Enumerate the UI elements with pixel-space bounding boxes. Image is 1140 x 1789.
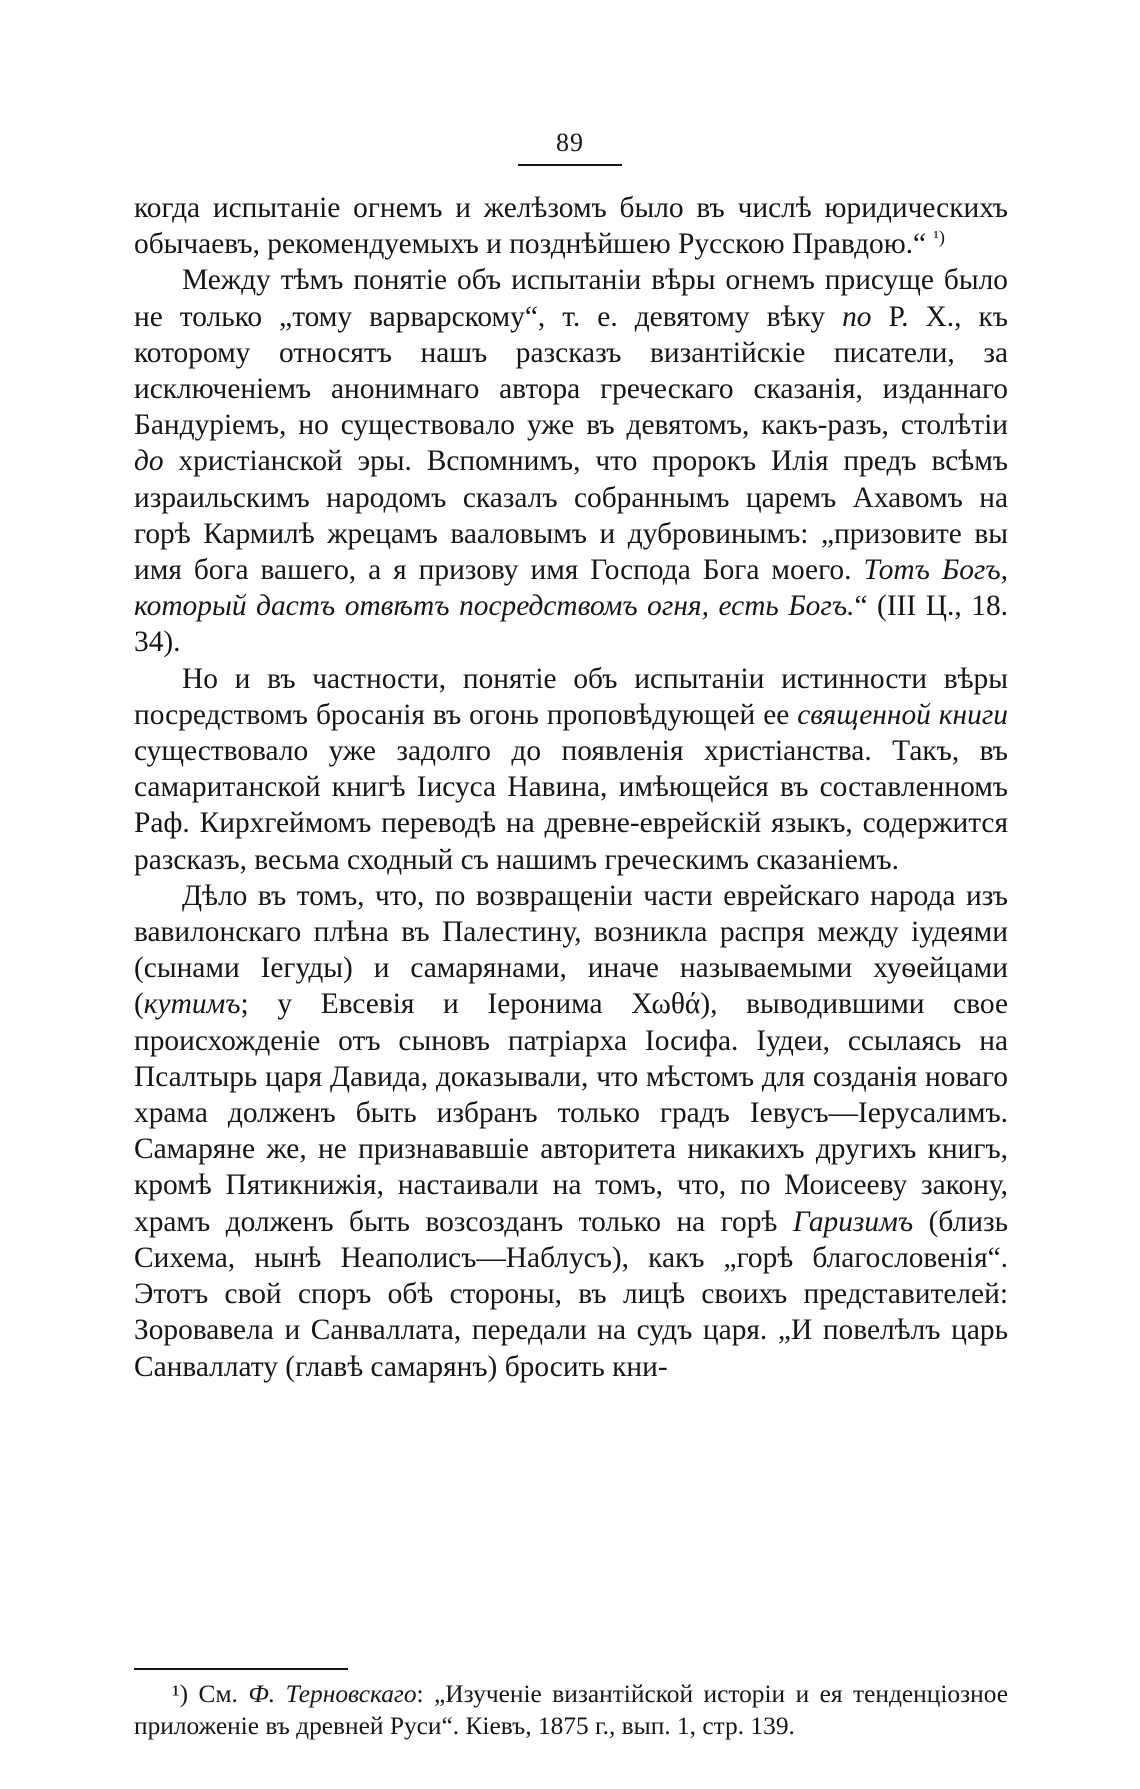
paragraph-4-text-e: (близь Сихема, нынѣ Неаполисъ—Наблусъ), какъ „горѣ благословенія“. Этотъ свой споръ обѣ стороны, въ лицѣ своихъ представителей: Зоровавела и Санваллата, передали на судъ царя. „И повелѣлъ царь Санваллату (главѣ самарянъ) бросить кни- — [134, 1205, 1009, 1383]
footnote-mark: ¹) — [172, 1680, 189, 1708]
footnote-text — [134, 1678, 1008, 1742]
paragraph-2-text-e: христіанской эры. Вспомнимъ, что пророкъ Илія предъ всѣмъ израильскимъ народомъ сказалъ собраннымъ царемъ Ахавомъ на горѣ Кармилѣ жрецамъ вааловымъ и дубровинымъ: „призовите вы имя бога вашего, а я призову имя Господа Бога моего. — [134, 445, 1008, 587]
paragraph-3-italic: священной книги — [797, 698, 1008, 731]
header-rule — [518, 164, 622, 166]
main-text — [134, 190, 1008, 1385]
paragraph-2-text-c: Р. Х., къ которому относятъ нашъ разсказъ византійскіе писатели, за исключеніемъ анонимнаго автора греческаго сказанія, изданнаго Бандуріемъ, но существовало уже въ девятомъ, какъ-разъ, столѣтіи — [134, 300, 1008, 442]
paragraph-4-text-c: ; у Евсевія и Іеронима Χωθά), выводившими свое происхожденіе отъ сыновъ патріарха Іосифа. Іудеи, ссылаясь на Псалтырь царя Давида, доказывали, что мѣстомъ для созданія новаго храма долженъ быть избранъ только градъ Іевусъ—Іерусалимъ. Самаряне же, не признававшіе авторитета никакихъ другихъ книгъ, кромѣ Пятикнижія, настаивали на томъ, что, по Моисееву закону, храмъ долженъ быть возсозданъ только на горѣ — [134, 988, 1008, 1238]
paragraph-2-italic-do: до — [134, 445, 164, 478]
footnote-reference: ¹) — [933, 227, 945, 248]
footnote-rule — [134, 1668, 348, 1670]
page-header — [0, 128, 1140, 166]
footnote-text-a: См. — [188, 1680, 249, 1708]
paragraph-4-text-a: Дѣло въ томъ, что, по возвращеніи части еврейскаго народа изъ вавилонскаго плѣна въ Палестину, возникла распря между іудеями (сынами Іегуды) и самарянами, иначе называемыми хуѳейцами ( — [134, 879, 1008, 1021]
paragraph-2 — [134, 262, 1008, 660]
paragraph-2-text-g: “ (III Ц., 18. 34). — [134, 590, 1008, 659]
paragraph-3 — [134, 661, 1008, 878]
paragraph-4-italic-garizim: Гаризимъ — [792, 1205, 914, 1238]
paragraph-3-text-c: существовало уже задолго до появленія христіанства. Такъ, въ самаританской книгѣ Іисуса Навина, имѣющейся въ составленномъ Раф. Кирхгеймомъ переводѣ на древне-еврейскій языкъ, содержится разсказъ, весьма сходный съ нашимъ греческимъ сказаніемъ. — [134, 735, 1008, 876]
paragraph-4-italic-kutim: кутимъ — [143, 988, 241, 1021]
paragraph-1 — [134, 190, 1008, 262]
paragraph-2-text-a: Между тѣмъ понятіе объ испытаніи вѣры огнемъ присуще было не только „тому варварскому“, т. е. девятому вѣку — [134, 264, 1008, 333]
paragraph-2-italic-po: по — [842, 300, 872, 333]
paragraph-4 — [134, 878, 1008, 1385]
footnote — [134, 1678, 1008, 1742]
paragraph-1-text: когда испытаніе огнемъ и желѣзомъ было въ числѣ юридическихъ обычаевъ, рекомендуемыхъ и позднѣйшею Русскою Правдою.“ — [134, 192, 1008, 261]
page-number: 89 — [556, 128, 584, 157]
footnote-text-c: : „Изученіе византійской исторіи и ея тенденціозное приложеніе въ древней Руси“. Кіевъ, 1875 г., вып. 1, стр. 139. — [134, 1680, 1009, 1740]
paragraph-2-italic-quote: Тотъ Богъ, который дастъ отвѣтъ посредствомъ огня, есть Богъ. — [134, 554, 1008, 623]
footnote-author: Ф. Терновскаго — [248, 1680, 417, 1708]
paragraph-3-text-a: Но и въ частности, понятіе объ испытаніи истинности вѣры посредствомъ бросанія въ огонь проповѣдующей ее — [134, 662, 1008, 731]
